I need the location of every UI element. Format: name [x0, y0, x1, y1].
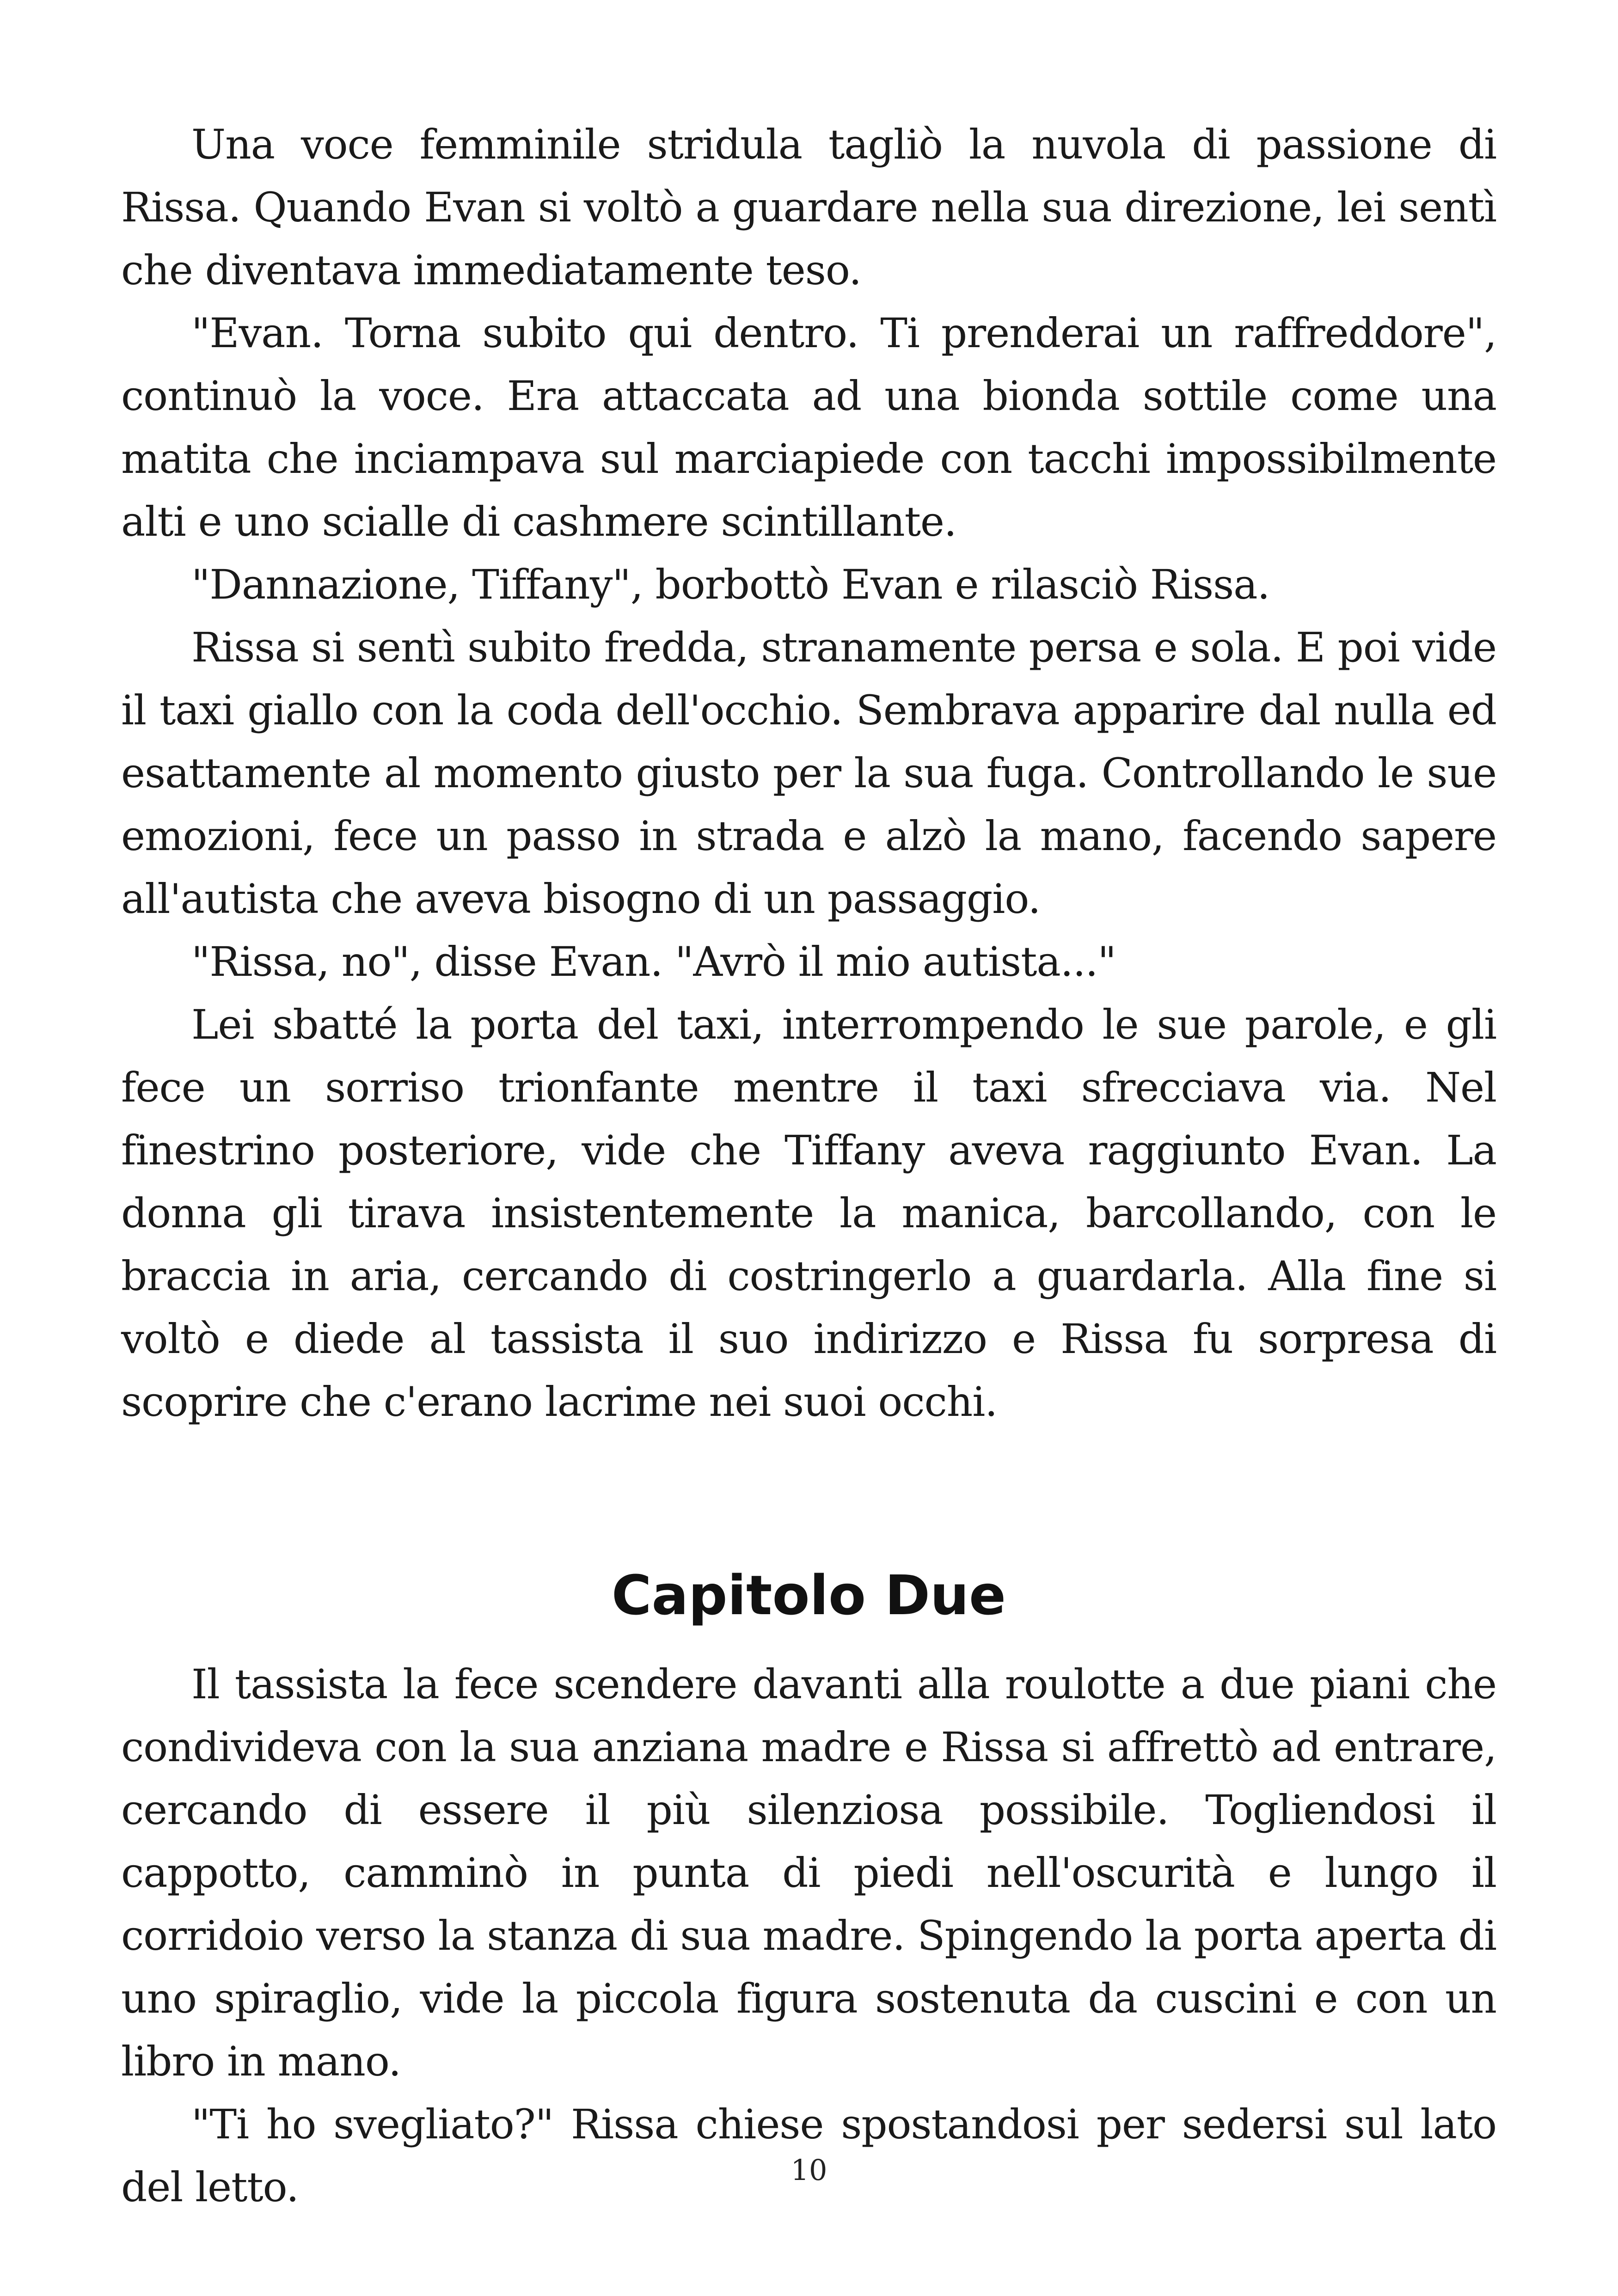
- paragraph: "Ti ho svegliato?" Rissa chiese spostandosi per sedersi sul lato del letto.: [121, 2100, 1496, 2211]
- paragraph: Rissa si sentì subito fredda, stranamente persa e sola. E poi vide il taxi giallo con la coda dell'occhio. Sembrava apparire dal nulla ed esattamente al momento giusto per la sua fuga. Controllando le sue emozioni, fece un passo in strada e alzò la mano, facendo sapere all'autista che aveva bisogno di un passaggio.: [121, 624, 1496, 923]
- paragraph: Una voce femminile stridula tagliò la nuvola di passione di Rissa. Quando Evan si voltò a guardare nella sua direzione, lei sentì che diventava immediatamente teso.: [121, 121, 1496, 294]
- paragraph: Lei sbatté la porta del taxi, interrompendo le sue parole, e gli fece un sorriso trionfante mentre il taxi sfrecciava via. Nel finestrino posteriore, vide che Tiffany aveva raggiunto Evan. La donna gli tirava insistentemente la manica, barcollando, con le braccia in aria, cercando di costringerlo a guardarla. Alla fine si voltò e diede al tassista il suo indirizzo e Rissa fu sorpresa di scoprire che c'erano lacrime nei suoi occhi.: [121, 1001, 1496, 1426]
- paragraph: "Evan. Torna subito qui dentro. Ti prenderai un raffreddore", continuò la voce. Era attaccata ad una bionda sottile come una matita che inciampava sul marciapiede con tacchi impossibilmente alti e uno scialle di cashmere scintillante.: [121, 309, 1496, 545]
- paragraph: "Dannazione, Tiffany", borbottò Evan e rilasciò Rissa.: [191, 561, 1270, 608]
- page-body: [121, 113, 1496, 2219]
- paragraph: "Rissa, no", disse Evan. "Avrò il mio autista...": [191, 938, 1116, 986]
- page-number: 10: [791, 2153, 827, 2187]
- chapter-title: Capitolo Due: [611, 1563, 1006, 1627]
- paragraph: Il tassista la fece scendere davanti alla roulotte a due piani che condivideva con la sua anziana madre e Rissa si affrettò ad entrare, cercando di essere il più silenziosa possibile. Togliendosi il cappotto, camminò in punta di piedi nell'oscurità e lungo il corridoio verso la stanza di sua madre. Spingendo la porta aperta di uno spiraglio, vide la piccola figura sostenuta da cuscini e con un libro in mano.: [121, 1660, 1496, 2085]
